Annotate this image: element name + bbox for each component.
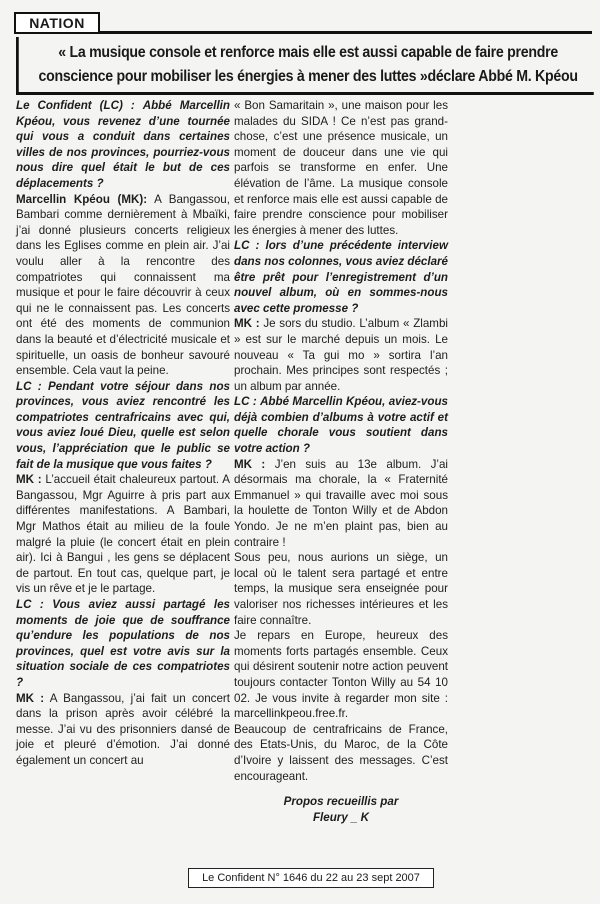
section-rule xyxy=(100,31,592,34)
speaker-label: LC : xyxy=(16,379,42,393)
paragraph-text: L’accueil était chaleureux partout. A Bangassou, Mgr Aguirre à pris part aux différentes manifestations. A Bambari, Mgr Mathos était au milieu de la foule malgré la pluie (le concert était en plein air). Ici à Bangui , les gens se déplacent de partout. En tout cas, quelque part, je vis un rêve et je le partage. xyxy=(16,473,230,596)
interview-answer xyxy=(234,457,448,551)
interview-answer xyxy=(234,98,448,238)
credit-line: Propos recueillis par xyxy=(283,795,399,809)
speaker-label: MK : xyxy=(234,457,266,471)
headline: « La musique console et renforce mais elle est aussi capable de faire prendre conscience pour mobiliser les énergies à mener des luttes »déclare Abbé M. Kpéou xyxy=(16,37,594,95)
speaker-label: LC : xyxy=(234,395,257,409)
paragraph-text: Abbé Marcellin Kpéou, aviez-vous déjà combien d’albums à votre actif et quelle chorale vous soutient dans votre action ? xyxy=(234,395,448,456)
credit-author: Fleury _ K xyxy=(312,811,370,825)
speaker-label: Le Confident (LC) : xyxy=(16,99,135,112)
interview-question xyxy=(16,379,230,473)
paragraph-text: A Bangassou, j’ai fait un concert dans la prison après avoir célébré la messe. J’ai vu des prisonniers dansé de joie et pleuré d’émotion. J’ai donné également un concert au xyxy=(16,691,230,767)
interview-question xyxy=(234,394,448,456)
speaker-label: MK : xyxy=(16,691,45,705)
paragraph-text: J’en suis au 13e album. J’ai désormais ma chorale, la « Fraternité Emmanuel » qui travaille avec moi sous la houlette de Tonton Willy et de Abdon Yondo. Je ne m’en plaint pas, bien au contraire ! xyxy=(234,457,448,549)
paragraph-text: Pendant votre séjour dans nos provinces, vous aviez rencontré les compatriotes centrafricains avec qui, vous aviez loué Dieu, quelle est selon vous, l’appréciation que le public se fait de la musique que vous faites ? xyxy=(16,379,230,471)
interview-answer xyxy=(234,722,448,784)
paragraph-text: Sous peu, nous aurions un siège, un local où le talent sera partagé et entre temps, la musique sera enseignée pour valoriser nos richesses intérieures et les faire connaître. xyxy=(234,551,448,627)
paragraph-text: Beaucoup de centrafricains de France, des Etats-Unis, du Maroc, de la Côte d’Ivoire y laissent des messages. C’est encourageant. xyxy=(234,722,448,783)
right-column xyxy=(234,98,448,826)
speaker-label: LC : xyxy=(234,239,260,253)
interview-answer xyxy=(16,691,230,769)
paragraph-text: Je sors du studio. L’album « Zlambi » est sur le marché depuis un mois. Le nouveau « Ta gui mo » sortira l’an prochain. Mes principes sont respectés ; un album par année. xyxy=(234,317,448,393)
left-column xyxy=(16,98,230,769)
speaker-label: Marcellin Kpéou (MK): xyxy=(16,192,148,206)
interview-answer xyxy=(234,316,448,394)
interview-answer xyxy=(16,472,230,597)
issue-footer: Le Confident N° 1646 du 22 au 23 sept 2007 xyxy=(188,868,434,888)
paragraph-text: Abbé Marcellin Kpéou, vous revenez d’une tournée qui vous a conduit dans certaines villes de nos provinces, pourriez-vous nous dire quel était le but de ces déplacements ? xyxy=(16,99,230,190)
interview-question xyxy=(16,98,230,192)
speaker-label: LC : xyxy=(16,598,44,611)
speaker-label: MK : xyxy=(234,317,260,331)
paragraph-text: A Bangassou, Bambari comme dernièrement à Mbaïki, j’ai donné plusieurs concerts religieux dans les Eglises comme en plein air. J’ai voulu aller à la rencontre des compatriotes qui connaissent ma musique et pour le faire découvrir à ceux qui ne le connaissent pas. Les concerts ont été des moments de communion dans la beauté et d’électricité musicale et spirituelle, un oasis de bonheur savouré ensemble. Cela vaut la peine. xyxy=(16,192,230,378)
interview-answer xyxy=(234,628,448,722)
interview-answer xyxy=(234,550,448,628)
interview-question xyxy=(234,238,448,316)
paragraph-text: « Bon Samaritain », une maison pour les malades du SIDA ! Ce n’est pas grand-chose, c’est une présence musicale, un moment de douceur dans une vie qui parfois se transforme en enfer. Une élévation de l’âme. La musique console et renforce mais elle est aussi capable de faire prendre conscience pour mobiliser les énergies à mener des luttes. xyxy=(234,99,448,237)
interview-answer xyxy=(16,192,230,379)
speaker-label: MK : xyxy=(16,473,42,487)
interview-question xyxy=(16,597,230,691)
paragraph-text: Vous aviez aussi partagé les moments de joie que de souffrance qu’endure les populations de nos provinces, quel est votre avis sur la situation sociale de ces compatriotes ? xyxy=(16,598,230,689)
paragraph-text: Je repars en Europe, heureux des moments forts partagés ensemble. Ceux qui désirent soutenir notre action peuvent toujours contacter Tonton Willy au 54 10 02. Je vous invite à regarder mon site : marcellinkpeou.free.fr. xyxy=(234,629,448,721)
paragraph-text: lors d’une précédente interview dans nos colonnes, vous aviez déclaré être prêt pour l’enregistrement d’un nouvel album, où en sommes-nous avec cette promesse ? xyxy=(234,239,448,315)
section-label: NATION xyxy=(14,12,100,34)
